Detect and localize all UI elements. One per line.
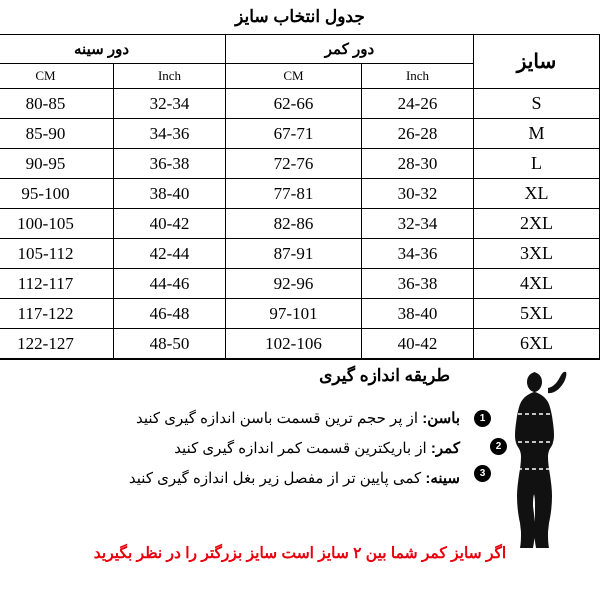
guide-item-text: کمی پایین تر از مفصل زیر بغل اندازه گیری کنید (128, 470, 426, 487)
cell-size: L (474, 149, 600, 179)
cell-size: XL (474, 179, 600, 209)
cell-bust-cm: 122-127 (0, 329, 114, 359)
cell-waist-inch: 24-26 (362, 89, 474, 119)
cell-waist-cm: 82-86 (226, 209, 362, 239)
cell-size: 6XL (474, 329, 600, 359)
cell-size: 3XL (474, 239, 600, 269)
cell-waist-cm: 92-96 (226, 269, 362, 299)
cell-waist-inch: 34-36 (362, 239, 474, 269)
size-table (0, 34, 600, 359)
marker-3: 3 (474, 465, 491, 482)
measuring-guide-section (0, 359, 600, 575)
cell-waist-cm: 97-101 (226, 299, 362, 329)
guide-item-term: سینه: (425, 470, 460, 487)
cell-bust-cm: 90-95 (0, 149, 114, 179)
cell-bust-cm: 100-105 (0, 209, 114, 239)
cell-waist-inch: 36-38 (362, 269, 474, 299)
column-header-size: سایز (474, 35, 600, 89)
column-group-waist: دور کمر (226, 35, 474, 64)
cell-waist-inch: 38-40 (362, 299, 474, 329)
table-row (0, 299, 600, 329)
cell-bust-inch: 42-44 (114, 239, 226, 269)
page-title: جدول انتخاب سایز (235, 7, 365, 26)
cell-size: M (474, 119, 600, 149)
cell-bust-cm: 80-85 (0, 89, 114, 119)
guide-item-term: باسن: (422, 410, 460, 427)
size-note: اگر سایز کمر شما بین ۲ سایز است سایز بزرگتر را در نظر بگیرید (93, 545, 507, 562)
cell-waist-cm: 77-81 (226, 179, 362, 209)
table-row (0, 239, 600, 269)
guide-heading: طریقه اندازه گیری (319, 366, 450, 385)
cell-waist-inch: 40-42 (362, 329, 474, 359)
cell-bust-inch: 48-50 (114, 329, 226, 359)
guide-item-term: کمر: (430, 440, 460, 457)
table-row (0, 329, 600, 359)
cell-bust-inch: 40-42 (114, 209, 226, 239)
cell-waist-cm: 72-76 (226, 149, 362, 179)
cell-size: 5XL (474, 299, 600, 329)
column-header-bust-inch: Inch (114, 64, 226, 89)
cell-bust-cm: 117-122 (0, 299, 114, 329)
table-row (0, 149, 600, 179)
cell-bust-cm: 112-117 (0, 269, 114, 299)
cell-waist-cm: 87-91 (226, 239, 362, 269)
cell-bust-inch: 46-48 (114, 299, 226, 329)
cell-bust-inch: 34-36 (114, 119, 226, 149)
cell-waist-inch: 26-28 (362, 119, 474, 149)
cell-waist-inch: 30-32 (362, 179, 474, 209)
column-header-bust-cm: CM (0, 64, 114, 89)
cell-waist-cm: 67-71 (226, 119, 362, 149)
cell-waist-inch: 32-34 (362, 209, 474, 239)
table-row (0, 269, 600, 299)
cell-waist-inch: 28-30 (362, 149, 474, 179)
female-silhouette-icon (490, 366, 586, 570)
cell-bust-inch: 32-34 (114, 89, 226, 119)
column-group-bust: دور سینه (0, 35, 226, 64)
table-row (0, 179, 600, 209)
table-row (0, 209, 600, 239)
page-title-bar (0, 0, 600, 34)
cell-size: 4XL (474, 269, 600, 299)
cell-waist-cm: 62-66 (226, 89, 362, 119)
column-header-waist-cm: CM (226, 64, 362, 89)
marker-1: 1 (474, 410, 491, 427)
size-table-body (0, 89, 600, 359)
cell-size: 2XL (474, 209, 600, 239)
guide-item-text: از پر حجم ترین قسمت باسن اندازه گیری کنید (135, 410, 423, 427)
cell-size: S (474, 89, 600, 119)
guide-item (20, 404, 460, 434)
cell-bust-cm: 105-112 (0, 239, 114, 269)
cell-bust-inch: 44-46 (114, 269, 226, 299)
cell-bust-cm: 85-90 (0, 119, 114, 149)
size-table-header (0, 35, 600, 89)
guide-item (20, 464, 460, 494)
guide-item-list (20, 404, 460, 494)
guide-item-text: از باریکترین قسمت کمر اندازه گیری کنید (174, 440, 431, 457)
cell-bust-cm: 95-100 (0, 179, 114, 209)
column-header-waist-inch: Inch (362, 64, 474, 89)
marker-2: 2 (490, 438, 507, 455)
table-row (0, 119, 600, 149)
table-row (0, 89, 600, 119)
cell-bust-inch: 38-40 (114, 179, 226, 209)
cell-bust-inch: 36-38 (114, 149, 226, 179)
cell-waist-cm: 102-106 (226, 329, 362, 359)
guide-item (20, 434, 460, 464)
